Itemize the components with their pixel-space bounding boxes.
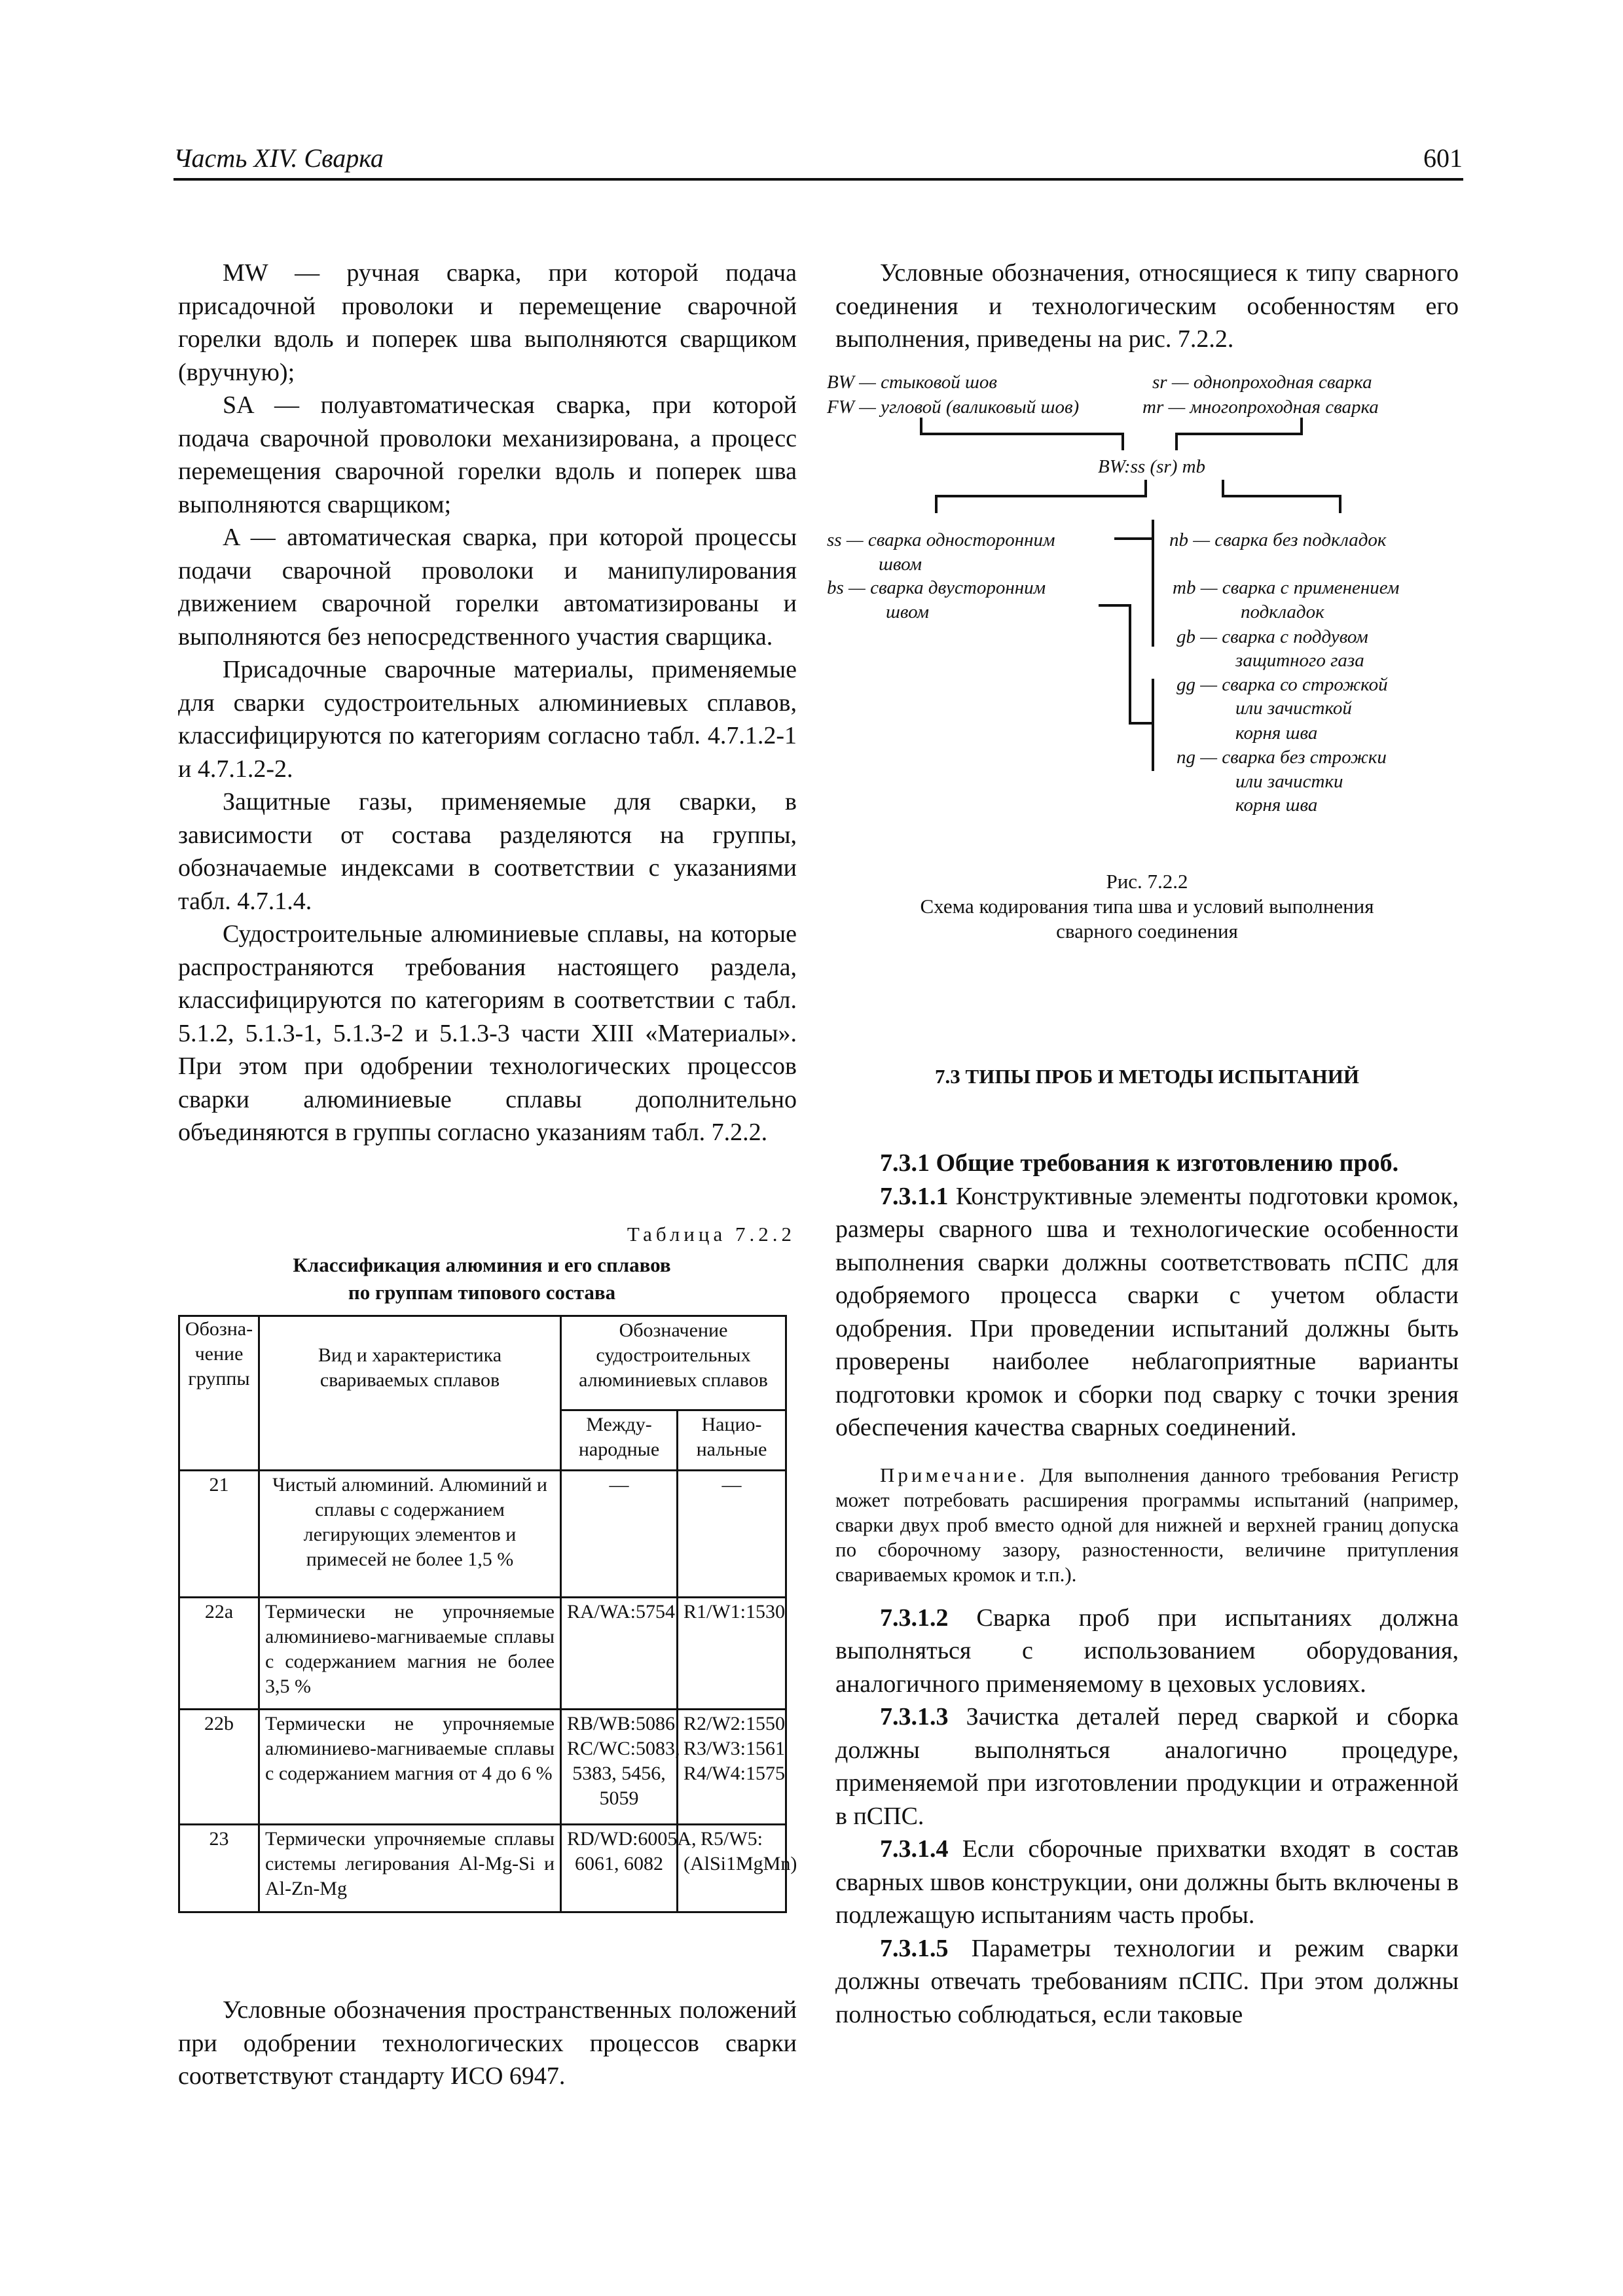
- cell-nat: R2/W2:1550 R3/W3:1561 R4/W4:1575: [678, 1710, 786, 1825]
- clause-number: 7.3.1.3: [880, 1703, 949, 1731]
- figure-number: Рис. 7.2.2: [1106, 870, 1188, 893]
- cell-kind: Термически упрочняемые сплавы системы легирования Al-Mg-Si и Al-Zn-Mg: [259, 1825, 561, 1912]
- header-kind: Вид и характеристика свариваемых сплавов: [259, 1316, 561, 1471]
- diagram-ss: ss — сварка односторонним: [827, 529, 1055, 550]
- right-body: [835, 1147, 1459, 2031]
- diagram-mb: mb — сварка с применением: [1173, 577, 1400, 598]
- clause-number: 7.3.1.2: [880, 1604, 949, 1632]
- diagram-gg: gg — сварка со строжкой: [1176, 674, 1388, 695]
- paragraph: Судостроительные алюминиевые сплавы, на которые распространяются требования настоящего раздела, классифицируются по категориям в соответствии с табл. 5.1.2, 5.1.3-1, 5.1.3-2 и 5.1.3-3 части XIII «Материалы». При этом при одобрении технологических процессов сварки алюминиевые сплавы дополнительно объединяются в группы согласно указаниям табл. 7.2.2.: [178, 920, 797, 1146]
- table-title-line: Классификация алюминия и его сплавов: [293, 1253, 671, 1276]
- paragraph: A — автоматическая сварка, при которой процессы подачи сварочной проволоки и манипулирования движением сварочной горелки автоматизированы и выполняются без непосредственного участия сварщика.: [178, 524, 797, 651]
- figure-caption-line: сварного соединения: [1056, 920, 1238, 942]
- paragraph: SA — полуавтоматическая сварка, при которой подача сварочной проволоки механизирована, а процесс перемещения сварочной горелки вдоль и поперек шва выполняются сварщиком;: [178, 391, 797, 518]
- cell-nat: R1/W1:1530: [678, 1598, 786, 1710]
- diagram-gg2: или зачисткой: [1235, 698, 1352, 719]
- diagram-gb: gb — сварка с поддувом: [1176, 626, 1368, 647]
- paragraph: [835, 1180, 1459, 1444]
- diagram-ss2: швом: [879, 554, 922, 575]
- clause-text: Зачистка деталей перед сваркой и сборка должны выполняться аналогично процедуре, применяемой при изготовлении продукции и отраженной в пСПС.: [835, 1703, 1459, 1830]
- clause-number: 7.3.1.5: [880, 1934, 949, 1962]
- diagram-mb2: подкладок: [1241, 601, 1324, 622]
- clause-text: Конструктивные элементы подготовки кромок, размеры сварного шва и технологические особенности выполнения сварки должны соответствовать пСПС для одобряемого процесса сварки с учетом области одобрения. При проведении испытаний должны быть проверены наиболее неблагоприятные варианты подготовки кромок и сборки под сварку с точки зрения обеспечения качества сварных соединений.: [835, 1182, 1459, 1441]
- subsection-heading: 7.3.1 Общие требования к изготовлению проб.: [880, 1149, 1399, 1177]
- section-heading: 7.3 ТИПЫ ПРОБ И МЕТОДЫ ИСПЫТАНИЙ: [935, 1065, 1359, 1088]
- diagram-ng3: корня шва: [1235, 795, 1318, 816]
- table-title-line: по группам типового состава: [348, 1281, 616, 1304]
- paragraph: [835, 1932, 1459, 2032]
- cell-intl: —: [561, 1471, 678, 1598]
- figure-caption-line: Схема кодирования типа шва и условий выполнения: [920, 895, 1374, 918]
- cell-kind: Чистый алюминий. Алюминий и сплавы с содержанием легирующих элементов и примесей не более 1,5 %: [259, 1471, 561, 1598]
- cell-intl: RA/WA:5754: [561, 1598, 678, 1710]
- diagram-ng2: или зачистки: [1235, 771, 1343, 792]
- paragraph: Условные обозначения пространственных положений при одобрении технологических процессов сварки соответствуют стандарту ИСО 6947.: [178, 1996, 797, 2090]
- cell-group: 22a: [179, 1598, 259, 1710]
- paragraph: Защитные газы, применяемые для сварки, в зависимости от состава разделяются на группы, обозначаемые индексами в соответствии с указаниями табл. 4.7.1.4.: [178, 788, 797, 915]
- running-header: Часть XIV. Сварка: [173, 143, 384, 173]
- diagram-fw: FW — угловой (валиковый шов): [827, 397, 1080, 418]
- note: [835, 1463, 1459, 1587]
- header-group: Обозна-чение группы: [179, 1316, 259, 1471]
- cell-nat: —: [678, 1471, 786, 1598]
- cell-intl: RB/WB:5086 RC/WC:5083, 5383, 5456, 5059: [561, 1710, 678, 1825]
- diagram-gg3: корня шва: [1235, 723, 1318, 744]
- paragraph: Условные обозначения, относящиеся к типу сварного соединения и технологическим особенностям его выполнения, приведены на рис. 7.2.2.: [835, 259, 1459, 353]
- diagram-sr: sr — однопроходная сварка: [1152, 372, 1372, 393]
- cell-group: 23: [179, 1825, 259, 1912]
- diagram-ng: ng — сварка без строжки: [1176, 747, 1387, 768]
- header-national: Нацио-нальные: [678, 1410, 786, 1471]
- clause-text: Если сборочные прихватки входят в состав сварных швов конструкции, они должны быть включены в подлежащую испытаниям часть пробы.: [835, 1835, 1459, 1929]
- cell-group: 21: [179, 1471, 259, 1598]
- clause-text: Сварка проб при испытаниях должна выполняться с использованием оборудования, аналогичного применяемому в цеховых условиях.: [835, 1604, 1459, 1698]
- paragraph: [835, 1833, 1459, 1932]
- paragraph: MW — ручная сварка, при которой подача присадочной проволоки и перемещение сварочной горелки вдоль и поперек шва выполняются сварщиком (вручную);: [178, 259, 797, 386]
- paragraph: Присадочные сварочные материалы, применяемые для сварки судостроительных алюминиевых сплавов, классифицируются по категориям согласно табл. 4.7.1.2-1 и 4.7.1.2-2.: [178, 656, 797, 783]
- diagram-bs: bs — сварка двусторонним: [827, 577, 1046, 598]
- diagram-code: BW:ss (sr) mb: [1098, 456, 1206, 477]
- figure-caption: [835, 869, 1459, 944]
- page-number: 601: [1423, 143, 1463, 173]
- diagram-nb: nb — сварка без подкладок: [1169, 529, 1387, 550]
- note-label: Примечание.: [880, 1463, 1029, 1486]
- header-designation: Обозначение судостроительных алюминиевых сплавов: [561, 1316, 786, 1410]
- clause-text: Параметры технологии и режим сварки должны отвечать требованиям пСПС. При этом должны полностью соблюдаться, если таковые: [835, 1934, 1459, 2028]
- diagram-mr: mr — многопроходная сварка: [1142, 397, 1379, 418]
- cell-nat: R5/W5: (AlSi1MgMn): [678, 1825, 786, 1912]
- cell-intl: RD/WD:6005A, 6061, 6082: [561, 1825, 678, 1912]
- header-international: Между-народные: [561, 1410, 678, 1471]
- paragraph: [835, 1700, 1459, 1833]
- diagram-bs2: швом: [886, 601, 930, 622]
- diagram-gb2: защитного газа: [1235, 650, 1364, 671]
- clause-number: 7.3.1.1: [880, 1182, 949, 1210]
- cell-kind: Термически не упрочняемые алюминиево-магниваемые сплавы с содержанием магния не более 3,5 %: [259, 1598, 561, 1710]
- cell-group: 22b: [179, 1710, 259, 1825]
- table-label: Таблица 7.2.2: [627, 1223, 795, 1246]
- note-text: Для выполнения данного требования Регистр может потребовать расширения программы испытаний (например, сварки двух проб вместо одной для нижней и верхней границ допуска по сборочному зазору, разностенности, величине притупления свариваемых кромок и т.п.).: [835, 1463, 1459, 1586]
- diagram-bw: BW — стыковой шов: [827, 372, 998, 393]
- clause-number: 7.3.1.4: [880, 1835, 949, 1863]
- cell-kind: Термически не упрочняемые алюминиево-магниваемые сплавы с содержанием магния от 4 до 6 %: [259, 1710, 561, 1825]
- paragraph: [835, 1602, 1459, 1701]
